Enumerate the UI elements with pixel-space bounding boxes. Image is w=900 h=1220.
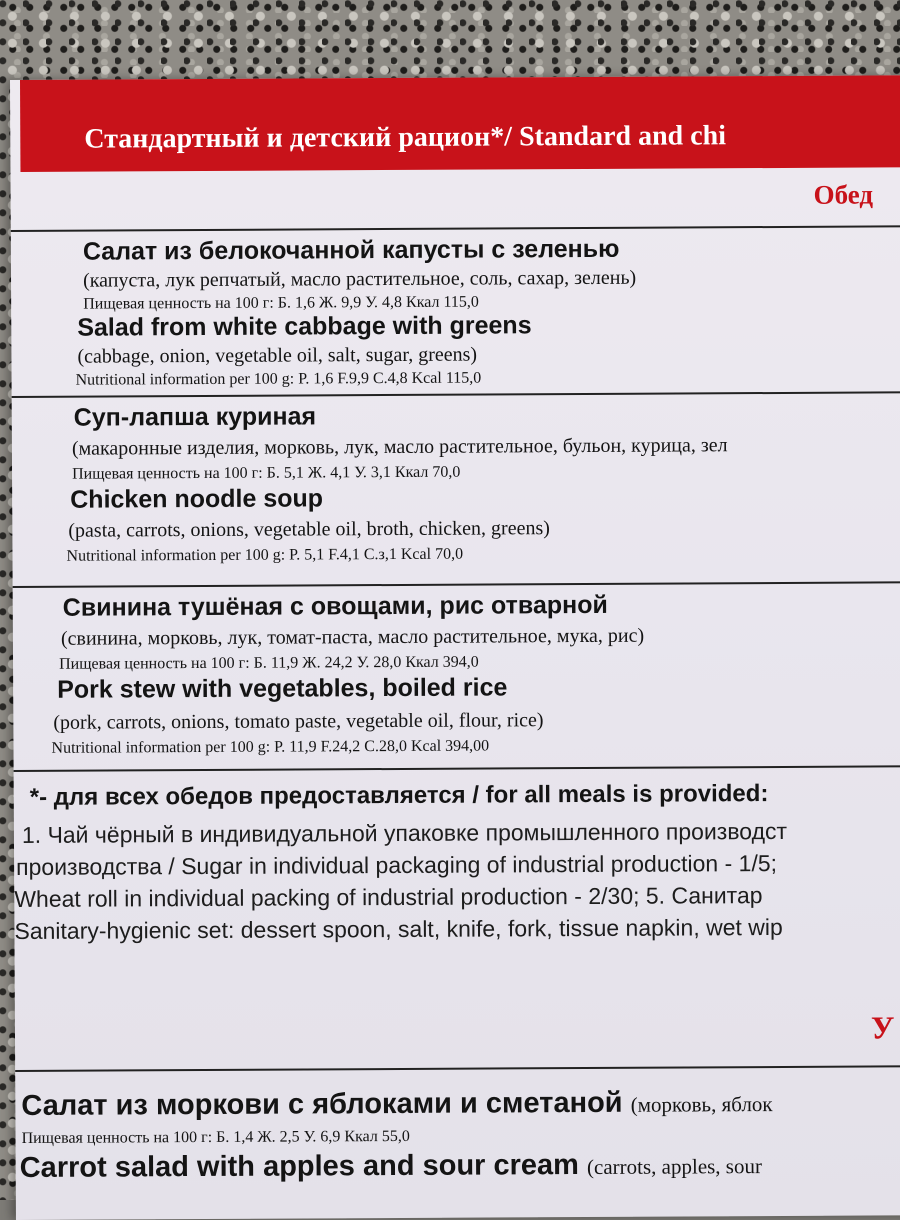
dish-1-en-nutrition: Nutritional information per 100 g: P. 1,6 F.9,9 C.4,8 Kcal 115,0	[75, 369, 482, 389]
dish-3-ru-ingredients: (свинина, морковь, лук, томат-паста, масло растительное, мука, рис)	[60, 624, 645, 650]
dish-3-ru-nutrition: Пищевая ценность на 100 г: Б. 11,9 Ж. 24,2 У. 28,0 Ккал 394,0	[59, 653, 479, 673]
footnote-line-3: Wheat roll in individual packing of industrial production - 2/30; 5. Санитар	[14, 882, 763, 912]
dish-2-en-name: Chicken noodle soup	[70, 484, 324, 514]
next-dish-en-ingredients: (carrots, apples, sour	[586, 1154, 763, 1179]
divider	[14, 765, 900, 772]
next-dish-en-line	[20, 1148, 762, 1185]
dish-3-ru-name: Свинина тушёная с овощами, рис отварной	[62, 590, 608, 622]
next-dish-en-name: Carrot salad with apples and sour cream	[19, 1149, 580, 1184]
next-dish-ru-nutrition: Пищевая ценность на 100 г: Б. 1,4 Ж. 2,5 У. 6,9 Ккал 55,0	[21, 1127, 410, 1147]
dish-2-ru-name: Суп-лапша куриная	[73, 402, 317, 432]
menu-title: Стандартный и детский рацион*/ Standard and chi	[84, 120, 727, 155]
footnote-line-4: Sanitary-hygienic set: dessert spoon, salt, knife, fork, tissue napkin, wet wip	[14, 913, 783, 944]
menu-sheet	[10, 75, 900, 1220]
next-dish-ru-line	[21, 1086, 772, 1123]
next-dish-ru-name: Салат из моркови с яблоками и сметаной	[21, 1086, 623, 1122]
next-meal-label: У	[870, 1009, 895, 1046]
dish-2-ru-nutrition: Пищевая ценность на 100 г: Б. 5,1 Ж. 4,1 У. 3,1 Ккал 70,0	[72, 463, 461, 483]
meal-label-lunch: Обед	[813, 179, 874, 210]
next-dish-ru-ingredients: (морковь, яблок	[630, 1092, 773, 1117]
dish-2-ru-ingredients: (макаронные изделия, морковь, лук, масло растительное, бульон, курица, зел	[71, 434, 728, 460]
divider	[11, 225, 900, 232]
dish-1-ru-name: Салат из белокочанной капусты с зеленью	[82, 234, 620, 266]
divider	[12, 391, 900, 398]
footnote-line-2: производства / Sugar in individual packaging of industrial production - 1/5;	[16, 849, 778, 880]
dish-3-en-ingredients: (pork, carrots, onions, tomato paste, vegetable oil, flour, rice)	[53, 709, 544, 734]
dish-3-en-nutrition: Nutritional information per 100 g: P. 11,9 F.24,2 C.28,0 Kcal 394,00	[51, 737, 490, 757]
footnote-heading: *- для всех обедов предоставляется / for all meals is provided:	[29, 780, 769, 811]
divider	[15, 1065, 900, 1072]
dish-1-ru-ingredients: (капуста, лук репчатый, масло растительное, соль, сахар, зелень)	[82, 266, 637, 292]
dish-1-ru-nutrition: Пищевая ценность на 100 г: Б. 1,6 Ж. 9,9 У. 4,8 Ккал 115,0	[83, 293, 479, 313]
footnote-line-1: 1. Чай чёрный в индивидуальной упаковке промышленного производст	[21, 817, 788, 848]
dish-3-en-name: Pork stew with vegetables, boiled rice	[57, 673, 508, 704]
dish-1-en-ingredients: (cabbage, onion, vegetable oil, salt, sugar, greens)	[77, 343, 478, 368]
dish-1-en-name: Salad from white cabbage with greens	[77, 311, 532, 342]
divider	[13, 581, 900, 588]
dish-2-en-ingredients: (pasta, carrots, onions, vegetable oil, broth, chicken, greens)	[68, 517, 550, 542]
dish-2-en-nutrition: Nutritional information per 100 g: P. 5,1 F.4,1 C.з,1 Kcal 70,0	[66, 545, 464, 565]
